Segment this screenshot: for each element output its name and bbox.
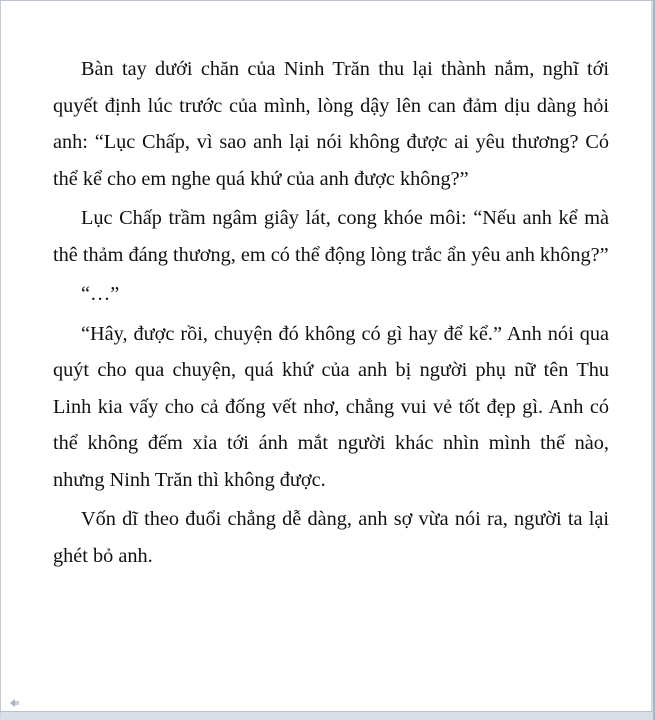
- paragraph-3: “…”: [81, 283, 120, 305]
- page-bottom-edge: [0, 711, 655, 712]
- paragraph-1: Bàn tay dưới chăn của Ninh Trăn thu lại thành nắm, nghĩ tới quyết định lúc trước của mình, lòng dậy lên can đảm dịu dàng hỏi anh: “Lục Chấp, vì sao anh lại nói không được ai yêu thương? Có thể kể cho em nghe quá khứ của anh được không?”: [53, 58, 609, 190]
- paragraph-5: Vốn dĩ theo đuổi chẳng dễ dàng, anh sợ vừa nói ra, người ta lại ghét bỏ anh.: [53, 508, 609, 567]
- speaker-arrow-icon-graphic: [9, 697, 21, 709]
- speaker-arrow-icon[interactable]: [9, 696, 21, 708]
- document-text: [53, 51, 609, 574]
- paragraph-2: Lục Chấp trầm ngâm giây lát, cong khóe môi: “Nếu anh kể mà thê thảm đáng thương, em có thể động lòng trắc ẩn yêu anh không?”: [53, 207, 609, 266]
- paragraph-4: “Hây, được rồi, chuyện đó không có gì hay để kể.” Anh nói qua quýt cho qua chuyện, quá khứ của anh bị người phụ nữ tên Thu Linh kia vấy cho cả đống vết nhơ, chẳng vui vẻ tốt đẹp gì. Anh có thể không đếm xỉa tới ánh mắt người khác nhìn mình thế nào, nhưng Ninh Trăn thì không được.: [53, 322, 609, 491]
